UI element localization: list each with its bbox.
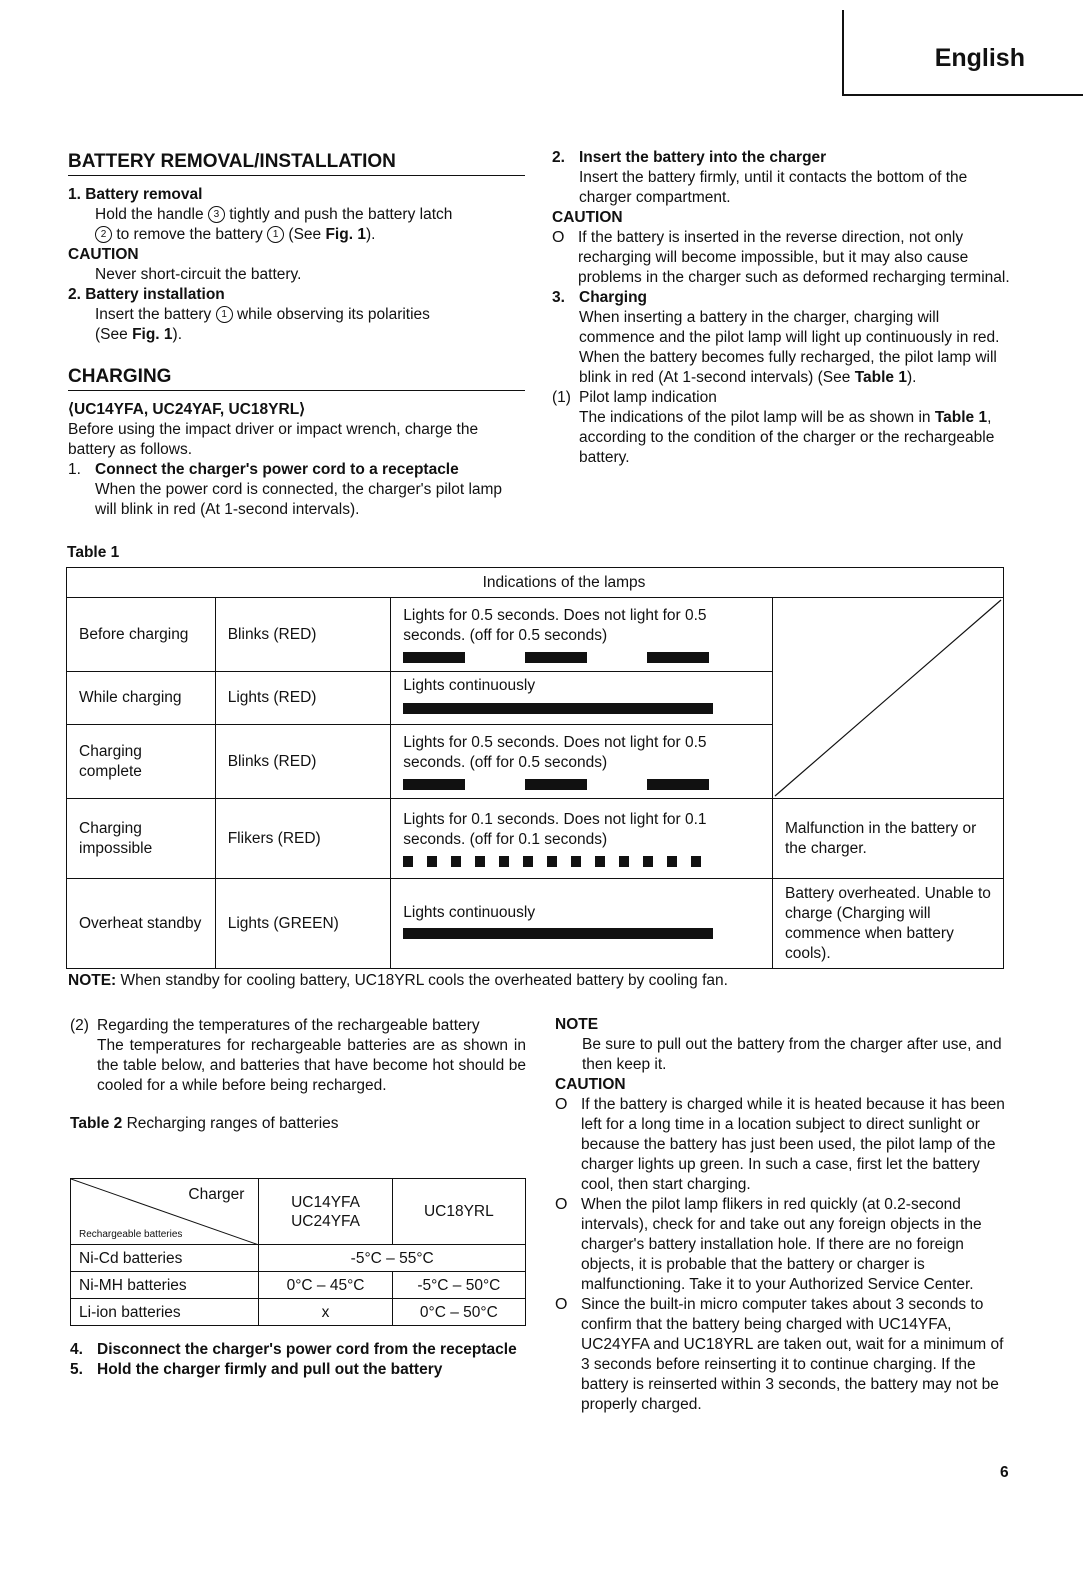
row3-state: Charging complete bbox=[67, 725, 216, 799]
page-number: 6 bbox=[1000, 1464, 1009, 1481]
caution3-bullet-1: O If the battery is charged while it is heated because it has been left for a long time in a location subject to direct sunlight or because the battery has just been used, the pilot lamp of the charger lights up green. In such a case, first let the battery cool, then start charging. bbox=[555, 1096, 1005, 1193]
lower-left bbox=[70, 1016, 526, 1134]
step1-title: Connect the charger's power cord to a receptacle bbox=[95, 461, 459, 478]
recharging-ranges-table bbox=[70, 1178, 526, 1326]
caution3-label: CAUTION bbox=[555, 1076, 626, 1093]
row1-state: Before charging bbox=[67, 598, 216, 672]
step1-text: When the power cord is connected, the charger's pilot lamp will blink in red (At 1-second intervals). bbox=[95, 481, 503, 518]
row1-desc: Lights for 0.5 seconds. Does not light for 0.5 seconds. (off for 0.5 seconds) bbox=[391, 598, 773, 672]
item1-title: 1. Battery removal bbox=[68, 186, 203, 203]
item2-title: 2. Battery installation bbox=[68, 286, 225, 303]
caution2-label: CAUTION bbox=[552, 209, 623, 226]
continuous-pattern-icon bbox=[403, 703, 713, 714]
caution2-bullet: O If the battery is inserted in the reverse direction, not only recharging will become impossible, but it may also cause problems in the charger such as deformed recharging terminal. bbox=[552, 229, 1010, 286]
step3: 3. Charging When inserting a battery in the charger, charging will commence and the pilot lamp will light up continuously in red. When the battery becomes fully recharged, the pilot lamp will blink in red (At 1-second intervals) (See Table 1). bbox=[552, 288, 1010, 388]
nimh-range-1: 0°C – 45°C bbox=[259, 1272, 392, 1299]
row4-desc: Lights for 0.1 seconds. Does not light for 0.1 seconds. (off for 0.1 seconds) bbox=[391, 799, 773, 879]
sub1-title: Pilot lamp indication bbox=[579, 389, 717, 406]
table1-label: Table 1 bbox=[67, 544, 120, 561]
charging-intro: Before using the impact driver or impact wrench, charge the battery as follows. bbox=[68, 421, 479, 458]
liion-range-1: x bbox=[259, 1299, 392, 1326]
circle-1-icon: 1 bbox=[216, 306, 233, 323]
step3-title: Charging bbox=[579, 289, 648, 306]
liion-range-2: 0°C – 50°C bbox=[392, 1299, 525, 1326]
row5-desc: Lights continuously bbox=[391, 879, 773, 969]
sub1-text: The indications of the pilot lamp will be as shown in Table 1, according to the condition of the charger or the rechargeable battery. bbox=[579, 409, 995, 466]
corner-battery-label: Rechargeable batteries bbox=[79, 1229, 183, 1240]
row5-lamp: Lights (GREEN) bbox=[215, 879, 391, 969]
sub1: (1) Pilot lamp indication The indications of the pilot lamp will be as shown in Table 1, according to the condition of the charger or the rechargeable battery. bbox=[552, 388, 1010, 468]
row5-note: Battery overheated. Unable to charge (Charging will commence when battery cools). bbox=[772, 879, 1003, 969]
circle-3-icon: 3 bbox=[208, 206, 225, 223]
row3-lamp: Blinks (RED) bbox=[215, 725, 391, 799]
step2-text: Insert the battery firmly, until it contacts the bottom of the charger compartment. bbox=[579, 169, 968, 206]
table1-header: Indications of the lamps bbox=[482, 573, 646, 591]
blink-pattern-icon bbox=[403, 652, 760, 663]
sub2-title: Regarding the temperatures of the rechargeable battery bbox=[97, 1017, 480, 1034]
row2-desc: Lights continuously bbox=[391, 672, 773, 725]
diagonal-empty-cell bbox=[772, 598, 1003, 799]
lower-right bbox=[555, 1015, 1010, 1415]
circle-2-icon: 2 bbox=[95, 226, 112, 243]
section-title-charging: CHARGING bbox=[68, 367, 525, 391]
row1-lamp: Blinks (RED) bbox=[215, 598, 391, 672]
row4-note: Malfunction in the battery or the charger. bbox=[772, 799, 1003, 879]
row2-state: While charging bbox=[67, 672, 216, 725]
row4-state: Charging impossible bbox=[67, 799, 216, 879]
sub2-text: The temperatures for rechargeable batteries are as shown in the table below, and batteries that have become hot should be cooled for a while before being recharged. bbox=[97, 1037, 526, 1094]
right-column-top bbox=[552, 148, 1010, 468]
step1: 1. Connect the charger's power cord to a receptacle When the power cord is connected, the charger's pilot lamp will blink in red (At 1-second intervals). bbox=[68, 460, 525, 520]
flicker-pattern-icon bbox=[403, 856, 760, 867]
corner-charger-label: Charger bbox=[188, 1186, 245, 1203]
row-nicd: Ni-Cd batteries bbox=[71, 1245, 259, 1272]
note-text: Be sure to pull out the battery from the charger after use, and then keep it. bbox=[582, 1036, 1002, 1073]
item2-text: Insert the battery 1 while observing its polarities (See Fig. 1). bbox=[95, 306, 430, 343]
caution3-bullet-2: O When the pilot lamp flikers in red quickly (at 0.2-second intervals), check for and take out any foreign objects in the charger's battery installation hole. If there are no foreign objects, it is probable that the battery or charger is malfunctioning. Take it to your Authorized Service Center. bbox=[555, 1196, 982, 1293]
item1-text: Hold the handle 3 tightly and push the battery latch 2 to remove the battery 1 (See Fig. 1). bbox=[95, 206, 453, 243]
table2-corner bbox=[71, 1179, 259, 1245]
step4: 4. Disconnect the charger's power cord from the receptacle bbox=[70, 1341, 517, 1358]
row-nimh: Ni-MH batteries bbox=[71, 1272, 259, 1299]
language-label: English bbox=[934, 44, 1025, 72]
section-title-battery: BATTERY REMOVAL/INSTALLATION bbox=[68, 152, 525, 176]
sub2: (2) Regarding the temperatures of the rechargeable battery The temperatures for rechargeable batteries are as shown in the table below, and batteries that have become hot should be cooled for a while before being recharged. bbox=[70, 1017, 526, 1094]
diagonal-line-icon bbox=[773, 598, 1003, 798]
row3-desc: Lights for 0.5 seconds. Does not light for 0.5 seconds. (off for 0.5 seconds) bbox=[391, 725, 773, 799]
continuous-pattern-icon bbox=[403, 928, 713, 939]
nimh-range-2: -5°C – 50°C bbox=[392, 1272, 525, 1299]
note-label: NOTE bbox=[555, 1016, 599, 1033]
models-line: ⟨UC14YFA, UC24YAF, UC18YRL⟩ bbox=[68, 401, 306, 418]
left-column-top bbox=[68, 152, 525, 520]
step2: 2. Insert the battery into the charger Insert the battery firmly, until it contacts the bottom of the charger compartment. bbox=[552, 148, 1010, 208]
steps-4-5 bbox=[70, 1340, 526, 1380]
blink-pattern-icon bbox=[403, 779, 760, 790]
row2-lamp: Lights (RED) bbox=[215, 672, 391, 725]
step3-text1: When inserting a battery in the charger, charging will commence and the pilot lamp will light up continuously in red. bbox=[579, 309, 1000, 346]
col-header-uc14: UC14YFA UC24YFA bbox=[259, 1179, 392, 1245]
step5: 5. Hold the charger firmly and pull out the battery bbox=[70, 1361, 443, 1378]
lamp-indication-table bbox=[66, 567, 1004, 969]
col-header-uc18: UC18YRL bbox=[392, 1179, 525, 1245]
caution-text: Never short-circuit the battery. bbox=[95, 266, 302, 283]
row-liion: Li-ion batteries bbox=[71, 1299, 259, 1326]
language-tab bbox=[842, 10, 1083, 96]
row5-state: Overheat standby bbox=[67, 879, 216, 969]
caution3-bullet-3: O Since the built-in micro computer takes about 3 seconds to confirm that the battery being charged with UC14YFA, UC24YFA and UC18YRL are taken out, wait for a minimum of 3 seconds before reinserting it to continue charging. If the battery is reinserted within 3 seconds, the battery may not be properly charged. bbox=[555, 1296, 1004, 1413]
step2-title: Insert the battery into the charger bbox=[579, 149, 827, 166]
circle-1-icon: 1 bbox=[267, 226, 284, 243]
nicd-range: -5°C – 55°C bbox=[259, 1245, 526, 1272]
row4-lamp: Flikers (RED) bbox=[215, 799, 391, 879]
table2-caption: Table 2 Recharging ranges of batteries bbox=[70, 1115, 339, 1132]
table1-note: NOTE: When standby for cooling battery, UC18YRL cools the overheated battery by cooling fan. bbox=[68, 972, 728, 989]
caution-label: CAUTION bbox=[68, 246, 139, 263]
step3-text2: When the battery becomes fully recharged, the pilot lamp will blink in red (At 1-second intervals) (See Table 1). bbox=[579, 349, 997, 386]
